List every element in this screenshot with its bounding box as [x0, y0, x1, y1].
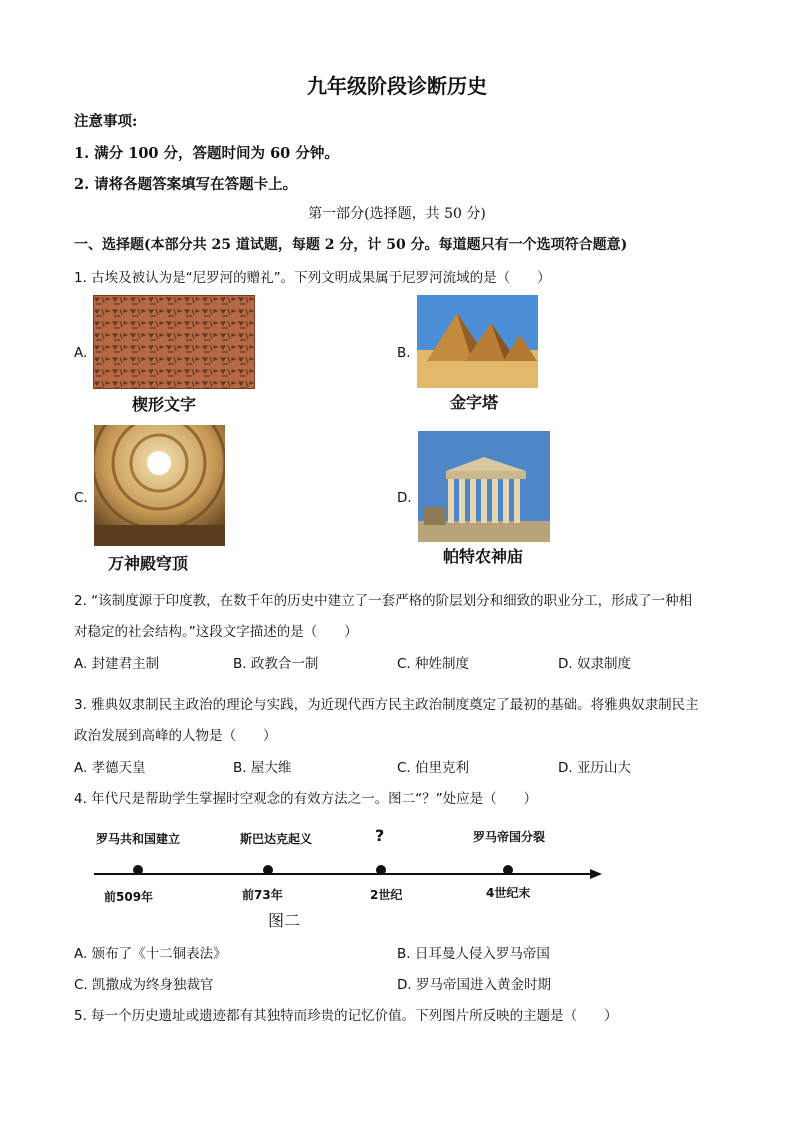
q5-stem: 5. 每一个历史遗址或遗迹都有其独特而珍贵的记忆价值。下列图片所反映的主题是（ ）: [74, 1008, 618, 1024]
timeline-event-4: 罗马帝国分裂: [473, 830, 546, 844]
q4-option-b: B. 日耳曼人侵入罗马帝国: [397, 946, 550, 962]
pantheon-dome-image: [94, 425, 225, 546]
q3-option-c: C. 伯里克利: [397, 760, 470, 776]
q1-option-d-caption: 帕特农神庙: [443, 547, 524, 566]
section-one-heading: 一、选择题(本部分共 25 道试题，每题 2 分，计 50 分。每道题只有一个选项符合题意): [74, 237, 628, 253]
q3-stem-line1: 3. 雅典奴隶制民主政治的理论与实践，为近现代西方民主政治制度奠定了最初的基础。将雅典奴隶制民主: [74, 697, 699, 713]
q3-option-d: D. 亚历山大: [558, 760, 631, 776]
q2-stem-line1: 2. “该制度源于印度教，在数千年的历史中建立了一套严格的阶层划分和细致的职业分工，形成了一种相: [74, 593, 693, 609]
timeline-dot-3: [376, 865, 386, 875]
q3-stem-line2: 政治发展到高峰的人物是（ ）: [74, 728, 277, 744]
timeline-date-4: 4世纪末: [486, 886, 531, 900]
q2-option-c: C. 种姓制度: [397, 656, 470, 672]
q3-option-a: A. 孝德天皇: [74, 760, 146, 776]
timeline-dot-2: [263, 865, 273, 875]
q1-option-c-letter: C.: [74, 490, 88, 506]
q2-stem-line2: 对稳定的社会结构。”这段文字描述的是（ ）: [74, 624, 358, 640]
timeline-date-1: 前509年: [104, 890, 154, 904]
notice-item-1: 1. 满分 100 分，答题时间为 60 分钟。: [74, 145, 339, 162]
parthenon-image: [418, 431, 550, 542]
timeline-event-2: 斯巴达克起义: [240, 832, 313, 846]
timeline-caption: 图二: [268, 911, 301, 930]
notice-heading: 注意事项:: [74, 113, 138, 130]
q2-option-a: A. 封建君主制: [74, 656, 160, 672]
q4-stem: 4. 年代尺是帮助学生掌握时空观念的有效方法之一。图二“？”处应是（ ）: [74, 791, 538, 807]
pyramids-image: [417, 295, 538, 388]
q1-option-b-caption: 金字塔: [450, 393, 499, 412]
timeline-dot-1: [133, 865, 143, 875]
timeline-dot-4: [503, 865, 513, 875]
q3-option-b: B. 屋大维: [233, 760, 292, 776]
q2-option-b: B. 政教合一制: [233, 656, 319, 672]
q1-option-d-letter: D.: [397, 490, 412, 506]
q4-option-d: D. 罗马帝国进入黄金时期: [397, 977, 551, 993]
q1-stem: 1. 古埃及被认为是“尼罗河的赠礼”。下列文明成果属于尼罗河流域的是（ ）: [74, 270, 551, 286]
q1-option-c-caption: 万神殿穹顶: [108, 554, 189, 573]
timeline-date-2: 前73年: [242, 888, 283, 902]
notice-item-2: 2. 请将各题答案填写在答题卡上。: [74, 176, 298, 193]
timeline-event-3: ?: [375, 826, 385, 845]
timeline-date-3: 2世纪: [370, 888, 403, 902]
q4-option-a: A. 颁布了《十二铜表法》: [74, 946, 227, 962]
q4-option-c: C. 凯撒成为终身独裁官: [74, 977, 214, 993]
q2-option-d: D. 奴隶制度: [558, 656, 631, 672]
q1-option-a-caption: 楔形文字: [132, 395, 197, 414]
timeline-figure: [94, 820, 604, 930]
q1-option-b-letter: B.: [397, 345, 411, 361]
page-title: 九年级阶段诊断历史: [307, 74, 487, 98]
timeline-event-1: 罗马共和国建立: [96, 832, 181, 846]
cuneiform-tablet-image: [93, 295, 255, 389]
q1-option-a-letter: A.: [74, 345, 88, 361]
part-one-heading: 第一部分(选择题，共 50 分): [308, 206, 486, 222]
